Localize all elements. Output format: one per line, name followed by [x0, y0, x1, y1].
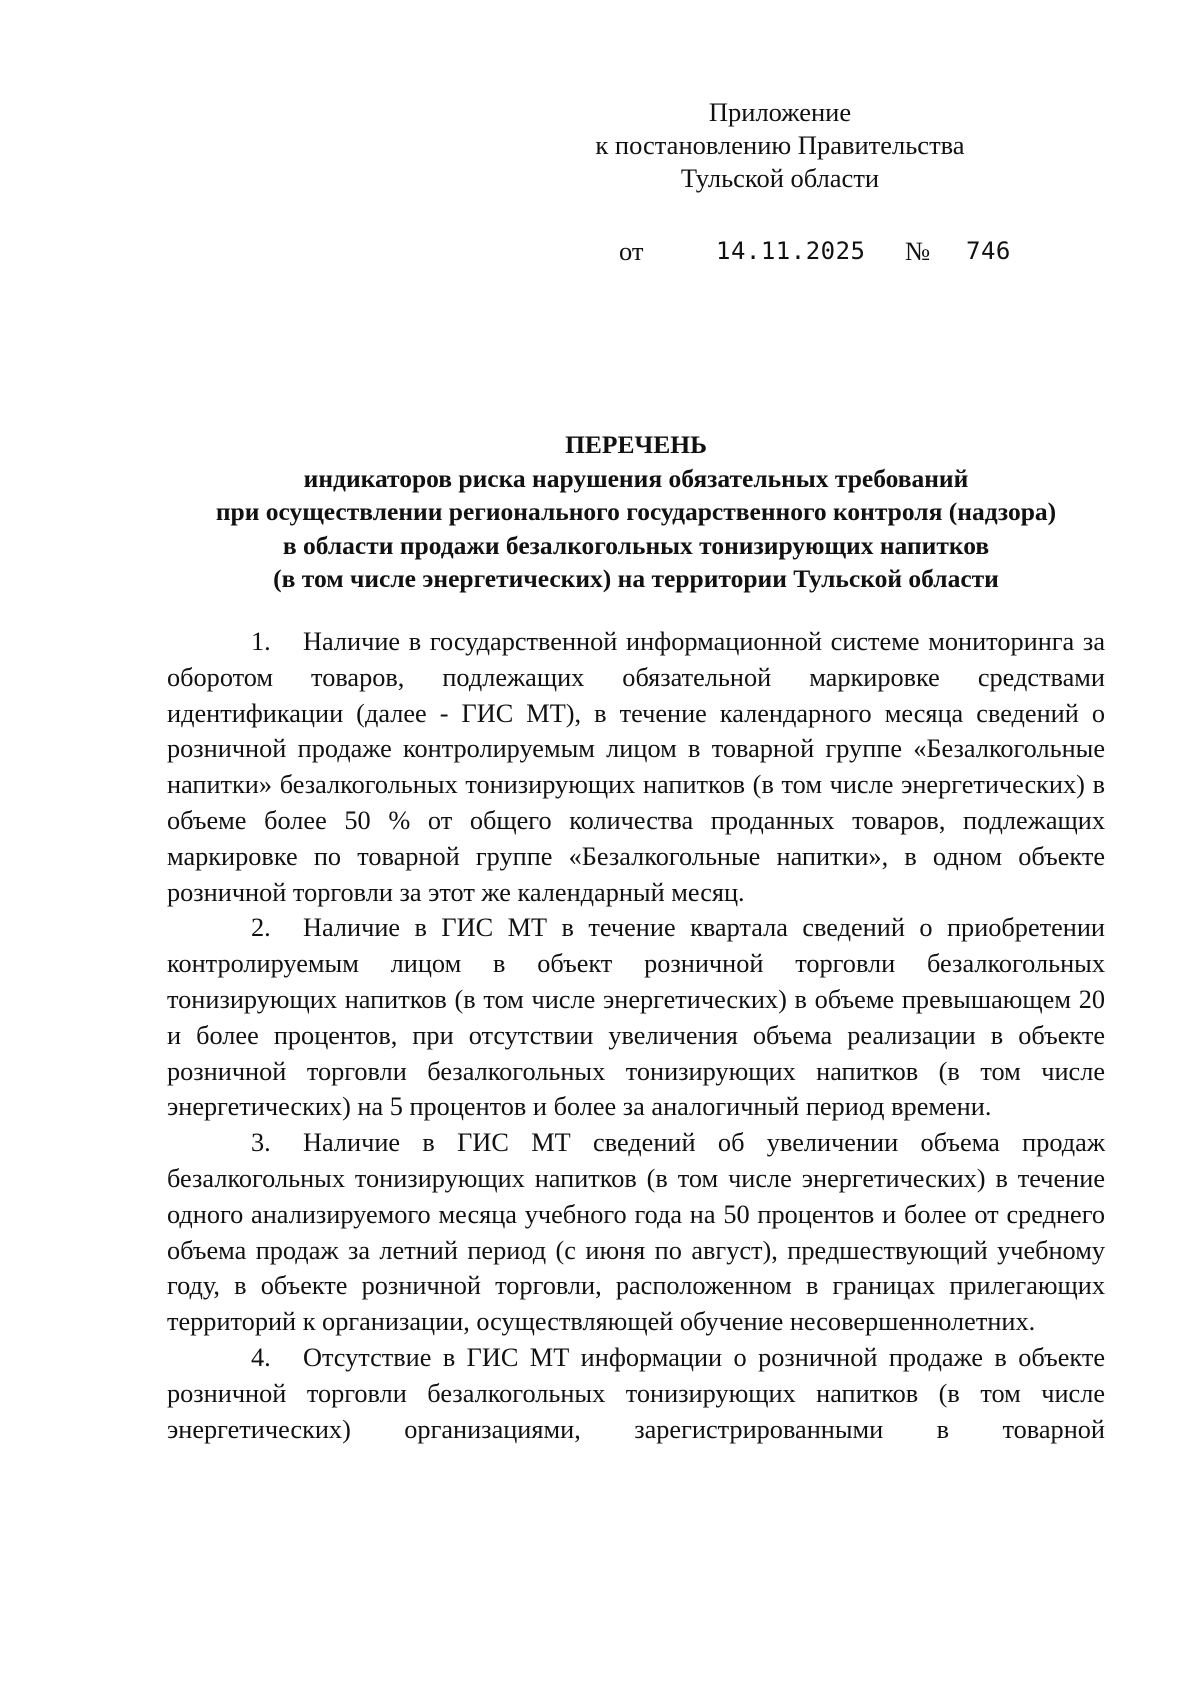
list-item [167, 910, 1105, 1125]
decree-date-prefix: от [619, 236, 644, 266]
document-body [167, 624, 1105, 1447]
attachment-region: Тульской области [680, 163, 880, 193]
heading-line: в области продажи безалкогольных тонизирующих напитков [282, 530, 990, 560]
decree-number-sign: № [905, 236, 931, 266]
document-title: ПЕРЕЧЕНЬ [565, 430, 707, 459]
item-text: Наличие в ГИС МТ в течение квартала сведений о приобретении контролируемым лицом в объект розничной торговли безалкогольных тонизирующих напитков (в том числе энергетических) в объеме превышающем 20 и более процентов, при отсутствии увеличения объема реализации в объекте розничной торговли безалкогольных тонизирующих напитков (в том числе энергетических) на 5 процентов и более за аналогичный период времени. [167, 913, 1105, 1122]
document-heading [150, 428, 1122, 596]
heading-line: индикаторов риска нарушения обязательных требований [303, 463, 969, 493]
item-number: 1. [251, 627, 271, 656]
decree-date: 14.11.2025 [716, 237, 866, 265]
item-text: Наличие в государственной информационной системе мониторинга за оборотом товаров, подлежащих обязательной маркировке средствами идентификации (далее - ГИС МТ), в течение календарного месяца сведений о розничной продаже контролируемым лицом в товарной группе «Безалкогольные напитки» безалкогольных тонизирующих напитков (в том числе энергетических) в объеме более 50 % от общего количества проданных товаров, подлежащих маркировке по товарной группе «Безалкогольные напитки», в одном объекте розничной торговли за этот же календарный месяц. [167, 627, 1105, 907]
decree-line [0, 236, 1200, 276]
decree-number: 746 [966, 237, 1011, 265]
heading-line: (в том числе энергетических) на территории Тульской области [273, 564, 999, 593]
item-number: 2. [251, 913, 271, 943]
list-item [167, 1125, 1105, 1340]
attachment-decree-ref: к постановлению Правительства [595, 130, 965, 160]
heading-line: при осуществлении регионального государственного контроля (надзора) [215, 497, 1057, 526]
attachment-header [580, 96, 980, 195]
item-text: Отсутствие в ГИС МТ информации о розничной продаже в объекте розничной торговли безалкогольных тонизирующих напитков (в том числе энергетических) организациями, зарегистрированными в товарной [167, 1342, 1105, 1444]
list-item [167, 624, 1105, 910]
item-number: 4. [251, 1342, 271, 1372]
attachment-label: Приложение [708, 97, 852, 127]
list-item [167, 1340, 1105, 1447]
item-number: 3. [251, 1128, 271, 1158]
item-text: Наличие в ГИС МТ сведений об увеличении объема продаж безалкогольных тонизирующих напитков (в том числе энергетических) в течение одного анализируемого месяца учебного года на 50 процентов и более от среднего объема продаж за летний период (с июня по август), предшествующий учебному году, в объекте розничной торговли, расположенном в границах прилегающих территорий к организации, осуществляющей обучение несовершеннолетних. [167, 1128, 1105, 1337]
